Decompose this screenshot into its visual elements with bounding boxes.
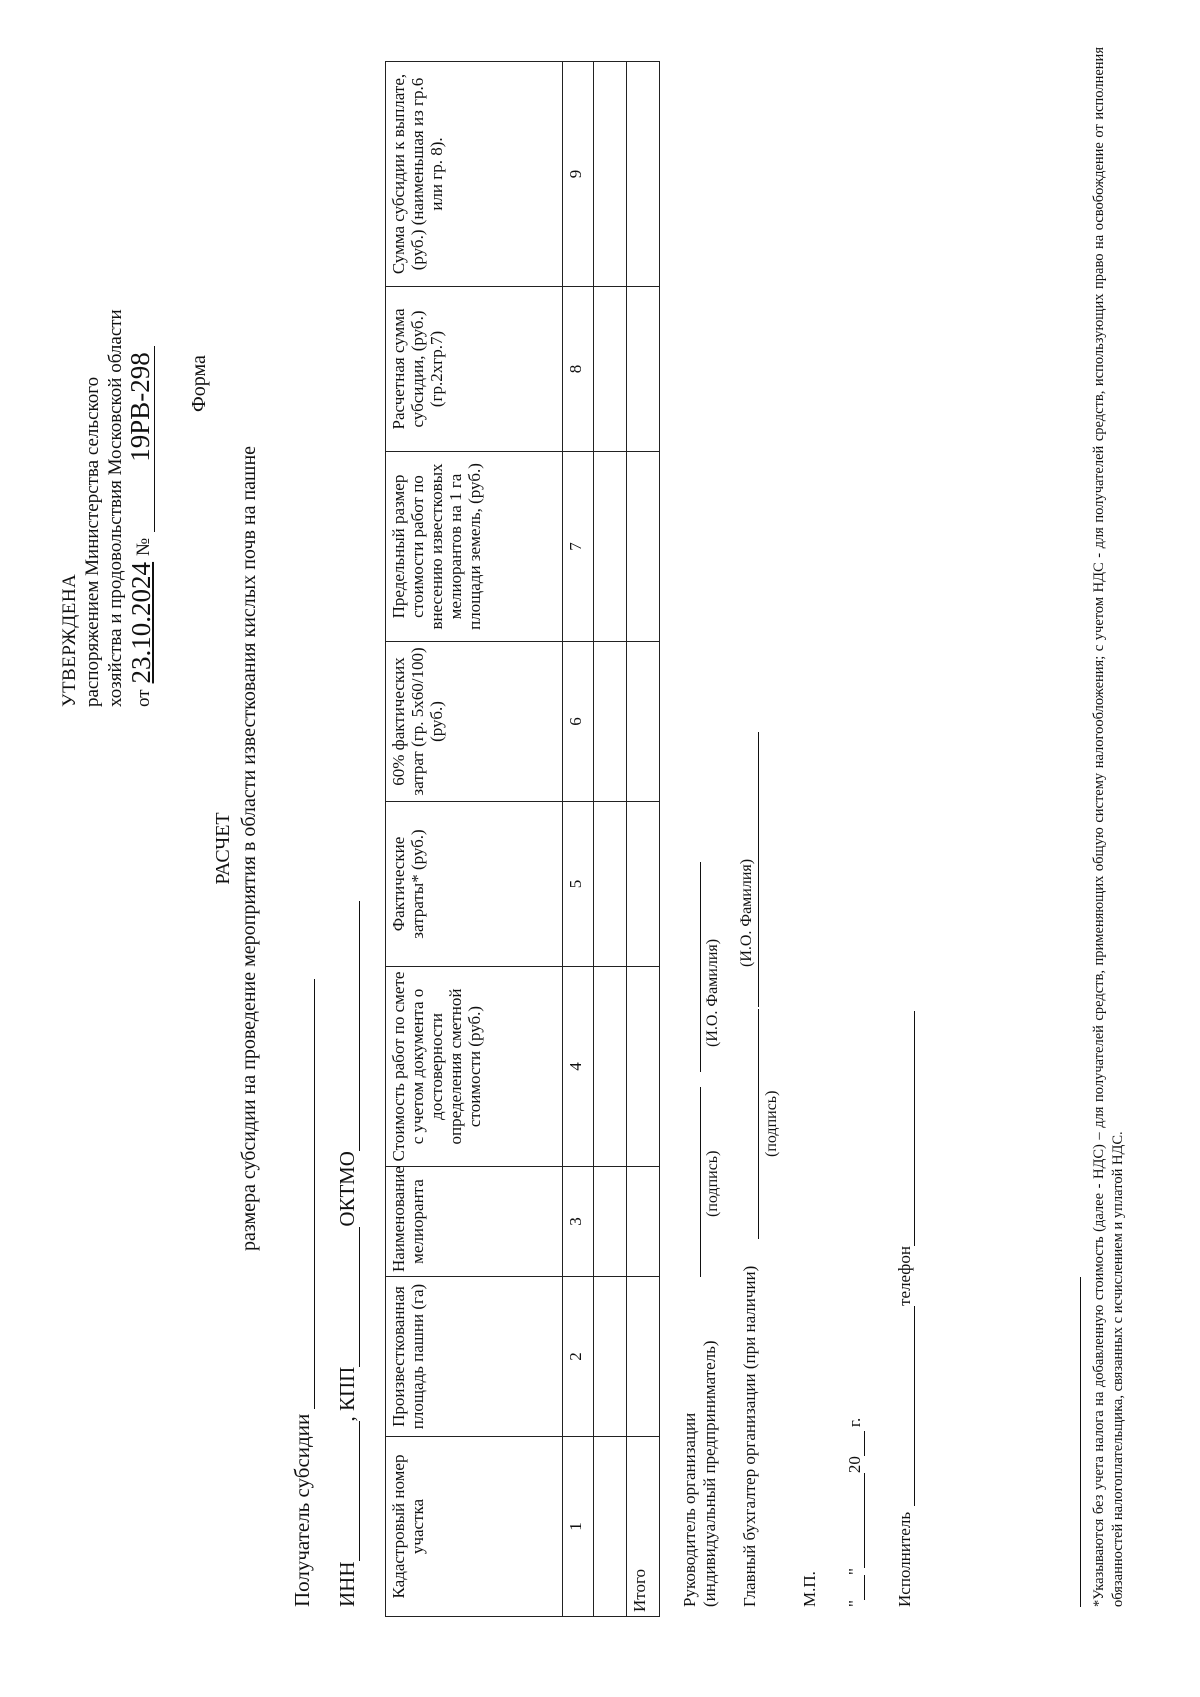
table-cell[interactable] [627, 452, 660, 642]
approval-number-prefix: № [133, 537, 154, 556]
stamp-label: М.П. [800, 1571, 819, 1607]
ids-row [335, 901, 360, 1607]
document-title: РАСЧЕТ [212, 812, 234, 885]
recipient-row [290, 979, 315, 1607]
executor-field[interactable] [896, 1306, 915, 1506]
column-number: 4 [563, 967, 594, 1167]
table-cell[interactable] [594, 1167, 627, 1277]
table-cell[interactable] [594, 1277, 627, 1437]
header-subsidy-payable: Сумма субсидии к выплате, (руб.) (наименьшая из гр.6 или гр. 8). [386, 62, 563, 287]
table-cell[interactable] [594, 1437, 627, 1617]
approval-line-1: распоряжением Министерства сельского [82, 376, 103, 707]
accountant-name-line[interactable] [758, 732, 759, 1007]
accountant-label: Главный бухгалтер организации (при наличии) [740, 1265, 759, 1607]
month-field[interactable] [846, 1473, 865, 1568]
approval-date-prefix: от [133, 689, 154, 707]
year-field[interactable] [846, 1431, 865, 1456]
inn-field[interactable] [341, 1422, 360, 1562]
document-subtitle: размера субсидии на проведение мероприятия в области известкования кислых почв на пашне [238, 445, 260, 1252]
approval-date: 23.10.2024 [126, 561, 156, 684]
column-number: 7 [563, 452, 594, 642]
table-cell[interactable] [627, 287, 660, 452]
approval-date-row [127, 7, 155, 707]
table-cell[interactable] [594, 642, 627, 802]
head-name-caption: (И.О. Фамилия) [704, 938, 721, 1047]
head-label-line-2: (индивидуальный предприниматель) [700, 1340, 719, 1607]
column-number: 1 [563, 1437, 594, 1617]
table-total-row [627, 62, 660, 1617]
column-number: 5 [563, 802, 594, 967]
header-calculated-subsidy: Расчетная сумма субсидии, (руб.) (гр.2xгр.7) [386, 287, 563, 452]
head-name-line[interactable] [700, 862, 701, 1072]
column-number: 6 [563, 642, 594, 802]
inn-label: ИНН [335, 1561, 359, 1607]
column-number: 8 [563, 287, 594, 452]
table-column-number-row [563, 62, 594, 1617]
date-quote-open: " [845, 1600, 864, 1607]
total-label: Итого [627, 1437, 660, 1617]
header-cadastral-number: Кадастровый номер участка [386, 1437, 563, 1617]
table-cell[interactable] [594, 967, 627, 1167]
phone-field[interactable] [896, 1011, 915, 1246]
executor-label: Исполнитель [895, 1511, 914, 1607]
head-label [680, 1340, 720, 1607]
approval-line-2: хозяйства и продовольствия Московской области [105, 309, 126, 707]
form-label: Форма [188, 355, 210, 412]
footnote-rule [1080, 1277, 1081, 1607]
head-signature-line[interactable] [700, 1087, 701, 1277]
table-cell[interactable] [627, 967, 660, 1167]
phone-label: телефон [895, 1246, 914, 1306]
kpp-label: , КПП [335, 1366, 359, 1422]
header-actual-costs: Фактические затраты* (руб.) [386, 802, 563, 967]
table-cell[interactable] [594, 452, 627, 642]
table-header-row [386, 62, 563, 1617]
table-cell[interactable] [627, 62, 660, 287]
recipient-field[interactable] [296, 979, 315, 1409]
date-quote-close: " [845, 1568, 864, 1576]
table-cell[interactable] [594, 287, 627, 452]
header-limed-area: Произвесткованная площадь пашни (га) [386, 1277, 563, 1437]
table-cell[interactable] [627, 1277, 660, 1437]
accountant-signature-caption: (подпись) [763, 1090, 780, 1157]
header-sixty-percent: 60% фактических затрат (гр. 5x60/100) (руб.) [386, 642, 563, 802]
table-cell[interactable] [594, 802, 627, 967]
column-number: 3 [563, 1167, 594, 1277]
oktmo-label: ОКТМО [335, 1151, 359, 1227]
kpp-field[interactable] [341, 1227, 360, 1367]
year-prefix: 20 [845, 1456, 864, 1474]
year-suffix: г. [845, 1417, 864, 1428]
head-label-line-1: Руководитель организации [680, 1412, 699, 1607]
header-meliorant-name: Наименование мелиоранта [386, 1167, 563, 1277]
column-number: 9 [563, 62, 594, 287]
date-row [845, 1418, 865, 1607]
recipient-label: Получатель субсидии [290, 1413, 314, 1607]
footnote-text: *Указываются без учета налога на добавленную стоимость (далее - НДС) – для получателей средств, применяющих общую систему налогообложения; с учетом НДС - для получателей средств, использующих право на освобождение от исполнения обязанностей налогоплательщика, связанных с исчислением и уплатой НДС. [1091, 47, 1126, 1607]
table-cell[interactable] [627, 642, 660, 802]
table-cell[interactable] [594, 62, 627, 287]
executor-row [895, 1011, 915, 1607]
header-cost-limit: Предельный размер стоимости работ по внесению известковых мелиорантов на 1 га площади земель, (руб.) [386, 452, 563, 642]
approval-title: УТВЕРЖДЕНА [59, 573, 80, 707]
accountant-signature-line[interactable] [758, 1009, 759, 1239]
head-signature-caption: (подпись) [704, 1150, 721, 1217]
table-row [594, 62, 627, 1617]
header-estimate-cost: Стоимость работ по смете с учетом документа о достоверности определения сметной стоимости (руб.) [386, 967, 563, 1167]
oktmo-field[interactable] [341, 901, 360, 1151]
approval-block [58, 7, 155, 707]
column-number: 2 [563, 1277, 594, 1437]
accountant-name-caption: (И.О. Фамилия) [738, 858, 755, 967]
table-cell[interactable] [627, 802, 660, 967]
table-cell[interactable] [627, 1167, 660, 1277]
calculation-table [385, 61, 660, 1617]
approval-number: 19РВ-298 [127, 346, 155, 532]
day-field[interactable] [846, 1575, 865, 1600]
